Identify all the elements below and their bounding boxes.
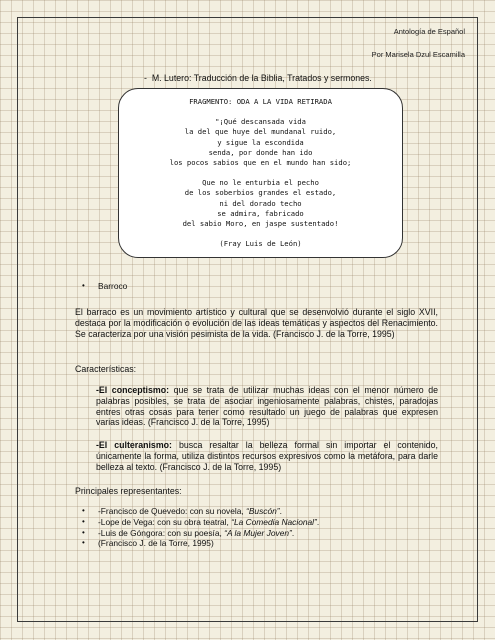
representative-item: [82, 538, 319, 549]
representative-item: [82, 528, 319, 539]
poem-line: la del que huye del mundanal ruido,: [184, 127, 337, 137]
poem-line: se admira, fabricado: [217, 208, 304, 218]
poem-line: los pocos sabios que en el mundo han sido;: [169, 158, 352, 168]
conceptismo-text: que se trata de utilizar muchas ideas con el menor número de palabras posibles, se trata de asociar ingeniosamente palabras, chistes, paradojas entres otras cosas para tener como resultado un juego de palabras que expresen varias ideas. (Francisco J. de la Torre, 1995): [96, 385, 438, 428]
culteranismo-text: busca resaltar la belleza formal sin importar el contenido, únicamente la forma, utiliza distintos recursos expresivos como la metáfora, para darle belleza al texto. (Francisco J. de la Torre, 1995): [96, 440, 439, 472]
rep-text: -Francisco de Quevedo: con su novela,: [98, 506, 247, 516]
poem-line: del sabio Moro, en jaspe sustentado!: [182, 219, 339, 229]
representatives-list: [82, 506, 319, 549]
conceptismo-paragraph: [96, 385, 438, 428]
section-list: [82, 281, 127, 292]
rep-text: -Lope de Vega: con su obra teatral,: [98, 516, 232, 527]
poem-box: [118, 88, 403, 258]
culteranismo-term: -El culteranismo:: [96, 440, 172, 450]
rep-work: “Buscón”: [246, 506, 280, 516]
intro-paragraph: El barraco es un movimiento artístico y cultural que se desenvolvió durante el siglo XVII, destaca por la modificación o evolución de las ideas temáticas y aspectos del Renacimiento. Se caracteriza por una visión pesimista de la vida. (Francisco J. de la Torre, 1995): [75, 307, 438, 339]
header-author: Por Marisela Dzul Escamilla: [371, 50, 465, 59]
poem-title: FRAGMENTO: ODA A LA VIDA RETIRADA: [189, 97, 332, 106]
rep-suffix: .: [279, 506, 282, 516]
poem-line: Que no le enturbia el pecho: [202, 178, 319, 188]
poem-line: ni del dorado techo: [219, 198, 302, 208]
lutero-text: M. Lutero: Traducción de la Biblia, Tratados y sermones.: [151, 73, 372, 83]
rep-text: (Francisco J. de la Torre, 1995): [98, 538, 214, 549]
rep-text: -Luis de Góngora: con su poesía,: [98, 527, 225, 538]
poem-line: y sigue la escondida: [217, 137, 304, 147]
lutero-bullet: - M. Lutero: Traducción de la Biblia, Tratados y sermones.: [144, 73, 372, 83]
representatives-label: Principales representantes:: [75, 486, 182, 496]
representative-item: [82, 506, 319, 517]
rep-work: “La Comedia Nacional”: [231, 516, 317, 527]
header-title: Antología de Español: [393, 27, 465, 36]
section-bullet: • Barroco: [82, 281, 127, 292]
culteranismo-paragraph: [96, 440, 438, 472]
poem-line: "¡Qué descansada vida: [215, 117, 306, 127]
poem-line: senda, por donde han ido: [208, 147, 313, 157]
characteristics-label: Características:: [75, 364, 137, 374]
poem-line: de los soberbios grandes el estado,: [184, 188, 337, 198]
rep-suffix: .: [316, 516, 320, 527]
rep-suffix: .: [291, 527, 295, 538]
representative-item: [82, 517, 319, 528]
poem-author: (Fray Luis de León): [219, 239, 302, 249]
rep-work: “A la Mujer Joven”: [224, 527, 292, 538]
conceptismo-term: -El conceptismo:: [96, 385, 169, 395]
